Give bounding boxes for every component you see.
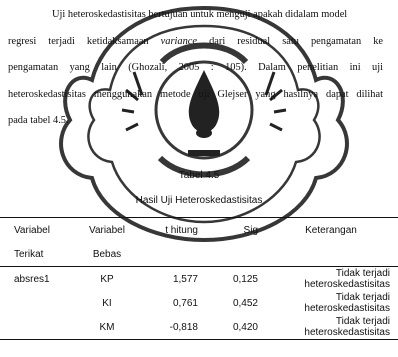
- paragraph-line: heteroskedastisitas menggunakan metode uji Glejser yang hasilnya dapat dilihat: [8, 88, 383, 100]
- header-cell: [264, 242, 398, 267]
- table-header-row: [0, 242, 398, 267]
- header-cell: t hitung: [132, 218, 202, 243]
- paragraph-line: pengamatan yang lain (Ghozali, 2005 : 105). Dalam penelitian ini uji: [8, 62, 383, 74]
- table-cell: -0,818: [132, 315, 202, 340]
- paragraph-line: pada tabel 4.5.: [8, 115, 69, 127]
- header-cell: Keterangan: [264, 218, 398, 243]
- table-cell: 0,420: [202, 315, 264, 340]
- table-row: [0, 291, 398, 315]
- body-paragraph: [8, 2, 383, 135]
- table-cell: absres1: [14, 273, 50, 285]
- table-cell: KP: [100, 273, 114, 285]
- header-cell: Variabel: [82, 218, 132, 243]
- table-title: Tabel 4.5: [178, 170, 220, 181]
- table-cell: KM: [82, 315, 132, 340]
- header-cell: Terikat: [0, 242, 82, 267]
- table-row: [0, 267, 398, 292]
- header-cell: [132, 242, 202, 267]
- header-cell: [202, 242, 264, 267]
- paragraph-line: regresi terjadi ketidaksamaan variance dari residual satu pengamatan ke: [8, 35, 384, 47]
- table-cell: KI: [102, 297, 112, 309]
- table-cell: Tidak terjadi heteroskedastisitas: [304, 292, 390, 314]
- paragraph-line: Uji heteroskedastisitas bertujuan untuk menguji apakah didalam model: [52, 9, 348, 20]
- table-row: [0, 315, 398, 340]
- table-subtitle: Hasil Uji Heteroskedastisitas: [135, 195, 263, 206]
- table-cell: 1,577: [172, 273, 198, 285]
- table-header-row: [0, 218, 398, 243]
- table-cell: [0, 291, 82, 315]
- table-cell: Tidak terjadi heteroskedastisitas: [304, 268, 390, 290]
- table-cell: Tidak terjadi heteroskedastisitas: [264, 315, 398, 340]
- header-cell: Sig: [202, 218, 264, 243]
- header-cell: Variabel: [0, 218, 82, 243]
- table-cell: 0,125: [232, 273, 258, 285]
- results-table: [0, 217, 398, 340]
- table-cell: [0, 315, 82, 340]
- header-cell: Bebas: [82, 242, 132, 267]
- table-cell: 0,761: [172, 297, 198, 309]
- table-cell: 0,452: [232, 297, 258, 309]
